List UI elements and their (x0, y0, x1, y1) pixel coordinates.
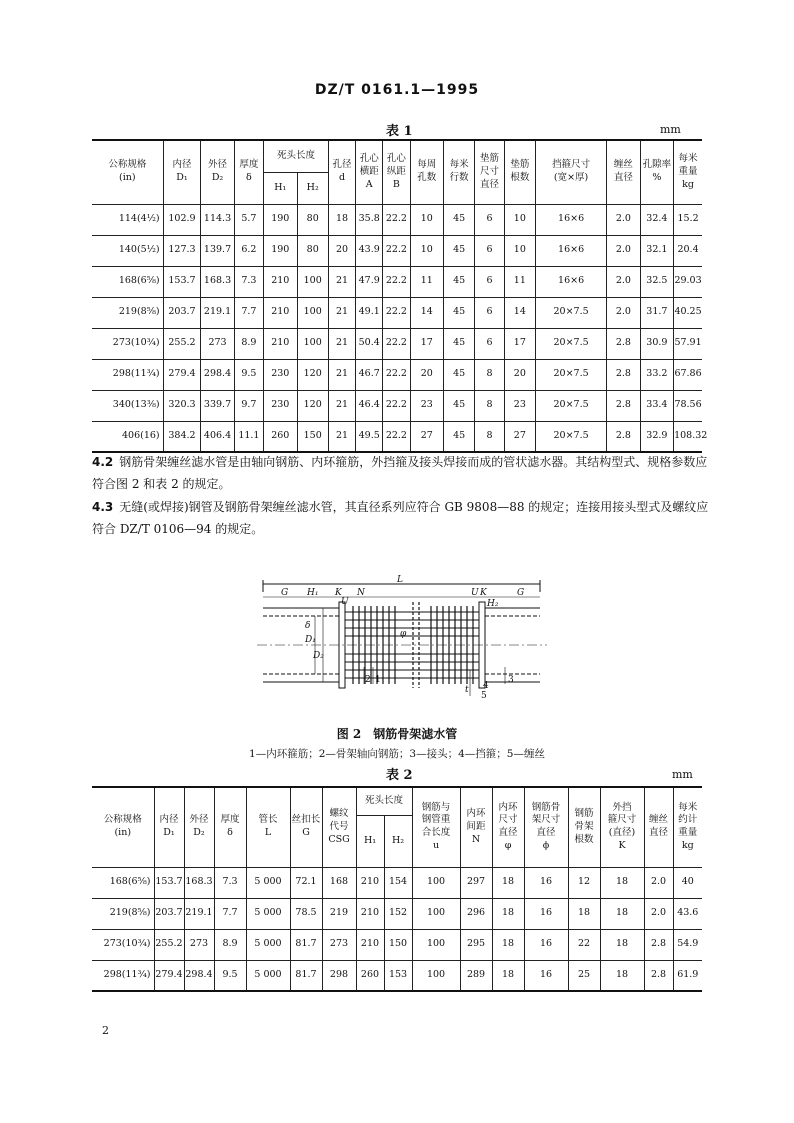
table1-row (92, 421, 702, 452)
table1-cell: 78.56 (674, 390, 702, 421)
table1-cell: 102.9 (163, 204, 201, 235)
table1-cell: 139.7 (201, 235, 234, 266)
table1-cell: 339.7 (201, 390, 234, 421)
table1 (92, 139, 708, 453)
table1-cell: 6 (475, 297, 504, 328)
table1-cell: 273(10¾) (92, 328, 163, 359)
t2-h-wire: 缠丝 直径 (644, 787, 673, 867)
table2-cell: 78.5 (290, 898, 322, 929)
table2-row (92, 898, 702, 929)
table1-cell: 11 (504, 266, 535, 297)
table1-cell: 20 (410, 359, 443, 390)
table1-cell: 20×7.5 (536, 359, 607, 390)
table1-cell: 230 (264, 390, 297, 421)
fig2-label-H2: H₂ (487, 599, 499, 609)
table1-cell: 22.2 (383, 204, 410, 235)
table2-cell: 296 (460, 898, 492, 929)
table1-cell: 168.3 (201, 266, 234, 297)
table2-cell: 16 (524, 867, 568, 898)
fig2-label-4: 4 (483, 681, 489, 691)
table1-cell: 17 (504, 328, 535, 359)
t1-h-spec: 公称规格 (in) (92, 140, 163, 204)
table1-cell: 21 (328, 390, 355, 421)
table1-cell: 49.5 (356, 421, 383, 452)
table2-cell: 22 (568, 929, 600, 960)
table1-unit: mm (660, 123, 681, 136)
t1-h-hole: 孔径 d (328, 140, 355, 204)
table1-cell: 11 (410, 266, 443, 297)
table1-cell: 14 (504, 297, 535, 328)
table1-cell: 127.3 (163, 235, 201, 266)
table1-cell: 140(5½) (92, 235, 163, 266)
table1-cell: 406.4 (201, 421, 234, 452)
table2-cell: 43.6 (673, 898, 702, 929)
table1-cell: 16×6 (536, 235, 607, 266)
table1-cell: 21 (328, 266, 355, 297)
table1-cell: 27 (504, 421, 535, 452)
table1-cell: 67.86 (674, 359, 702, 390)
table1-cell: 16×6 (536, 266, 607, 297)
table2-cell: 100 (412, 929, 460, 960)
table1-cell: 27 (410, 421, 443, 452)
table2-cell: 7.3 (214, 867, 246, 898)
fig2-label-D1: D₁ (305, 635, 316, 645)
standard-number: DZ/T 0161.1—1995 (314, 82, 480, 98)
table2-row (92, 867, 702, 898)
fig2-label-5: 5 (481, 691, 487, 701)
table1-cell: 114(4½) (92, 204, 163, 235)
table2-cell: 203.7 (154, 898, 184, 929)
t1-h-h1: H₁ (264, 172, 297, 204)
fig2-label-D2: D₂ (313, 651, 324, 661)
table1-cell: 219(8⅝) (92, 297, 163, 328)
table1-cell: 108.32 (674, 421, 702, 452)
table1-cell: 10 (504, 204, 535, 235)
table1-cell: 219.1 (201, 297, 234, 328)
table1-cell: 9.5 (234, 359, 263, 390)
table1-cell: 190 (264, 204, 297, 235)
table2-cell: 100 (412, 960, 460, 991)
table1-cell: 33.2 (640, 359, 673, 390)
table1-cell: 298(11¾) (92, 359, 163, 390)
table1-cell: 8 (475, 359, 504, 390)
table2-cell: 16 (524, 898, 568, 929)
table1-cell: 8 (475, 421, 504, 452)
table1-cell: 30.9 (640, 328, 673, 359)
table2-cell: 12 (568, 867, 600, 898)
table2-cell: 150 (384, 929, 412, 960)
table1-cell: 45 (443, 421, 474, 452)
t2-h-h1: H₁ (356, 815, 384, 867)
table1-cell: 16×6 (536, 204, 607, 235)
table2-cell: 100 (412, 867, 460, 898)
t2-h-weight: 每米 约计 重量 kg (673, 787, 702, 867)
t1-h-porosity: 孔隙率 % (640, 140, 673, 204)
table1-cell: 33.4 (640, 390, 673, 421)
t2-h-len: 管长 L (246, 787, 290, 867)
table1-cell: 45 (443, 204, 474, 235)
table1-cell: 2.8 (607, 328, 640, 359)
table2-cell: 40 (673, 867, 702, 898)
table1-cell: 11.1 (234, 421, 263, 452)
fig2-label-G-left: G (281, 588, 289, 598)
table1-cell: 190 (264, 235, 297, 266)
table1-cell: 22.2 (383, 235, 410, 266)
table1-cell: 230 (264, 359, 297, 390)
t1-h-vspace: 孔心 纵距 B (383, 140, 410, 204)
table1-cell: 210 (264, 297, 297, 328)
table1-cell: 20×7.5 (536, 390, 607, 421)
table1-cell: 23 (410, 390, 443, 421)
table2-unit: mm (672, 768, 693, 781)
table2-cell: 152 (384, 898, 412, 929)
fig2-label-U-right: U (471, 588, 479, 598)
table2-cell: 16 (524, 929, 568, 960)
table1-cell: 22.2 (383, 390, 410, 421)
table2-cell: 18 (600, 929, 644, 960)
t2-h-guard-dia: 外挡 箍尺寸 (直径) K (600, 787, 644, 867)
table2-cell: 219(8⅝) (92, 898, 154, 929)
table2-cell: 54.9 (673, 929, 702, 960)
table2-cell: 210 (356, 867, 384, 898)
table2-row (92, 960, 702, 991)
table1-cell: 21 (328, 359, 355, 390)
table1-cell: 120 (297, 390, 328, 421)
table1-row (92, 390, 702, 421)
table1-cell: 7.7 (234, 297, 263, 328)
table1-cell: 8.9 (234, 328, 263, 359)
table2-cell: 279.4 (154, 960, 184, 991)
table1-cell: 406(16) (92, 421, 163, 452)
table1-cell: 8 (475, 390, 504, 421)
table1-cell: 20 (328, 235, 355, 266)
t2-h-bar-dia: 钢筋骨 架尺寸 直径 ϕ (524, 787, 568, 867)
fig2-label-delta: δ (305, 621, 311, 631)
table2-cell: 5 000 (246, 960, 290, 991)
table2-cell: 255.2 (154, 929, 184, 960)
table2-cell: 2.8 (644, 929, 673, 960)
table1-row (92, 297, 702, 328)
table2-cell: 18 (600, 960, 644, 991)
table2-cell: 18 (492, 929, 524, 960)
fig2-label-t: t (465, 685, 469, 695)
t1-h-pad-dia: 垫筋 尺寸 直径 (475, 140, 504, 204)
table2-cell: 298.4 (184, 960, 214, 991)
fig2-label-U-left: U (341, 597, 349, 607)
table1-cell: 5.7 (234, 204, 263, 235)
table1-cell: 45 (443, 359, 474, 390)
table1-cell: 100 (297, 297, 328, 328)
clause-4-2-text: 钢筋骨架缠丝滤水管是由轴向钢筋、内环箍筋，外挡箍及接头焊接而成的管状滤水器。其结构型式、规格参数应符合图 2 和表 2 的规定。 (92, 455, 708, 491)
table1-cell: 21 (328, 328, 355, 359)
table1-cell: 32.5 (640, 266, 673, 297)
page-number: 2 (102, 1024, 109, 1037)
table1-cell: 50.4 (356, 328, 383, 359)
table1-cell: 46.4 (356, 390, 383, 421)
table2 (92, 786, 702, 992)
table1-cell: 6 (475, 328, 504, 359)
fig2-label-G-right: G (517, 588, 525, 598)
table1-cell: 153.7 (163, 266, 201, 297)
table1-cell: 10 (410, 204, 443, 235)
table2-cell: 273 (184, 929, 214, 960)
table2-cell: 260 (356, 960, 384, 991)
t1-h-od: 外径 D₂ (201, 140, 234, 204)
table2-cell: 2.0 (644, 898, 673, 929)
table1-cell: 6 (475, 204, 504, 235)
table1-cell: 45 (443, 266, 474, 297)
table1-cell: 22.2 (383, 421, 410, 452)
table1-cell: 17 (410, 328, 443, 359)
table1-cell: 320.3 (163, 390, 201, 421)
t2-h-dead: 死头长度 (356, 787, 412, 815)
table1-cell: 100 (297, 266, 328, 297)
table2-cell: 25 (568, 960, 600, 991)
table1-cell: 20×7.5 (536, 421, 607, 452)
table1-row (92, 235, 702, 266)
table1-cell: 9.7 (234, 390, 263, 421)
table2-cell: 61.9 (673, 960, 702, 991)
table1-cell: 2.8 (607, 390, 640, 421)
table1-row (92, 359, 702, 390)
table2-cell: 8.9 (214, 929, 246, 960)
table1-cell: 46.7 (356, 359, 383, 390)
table1-cell: 7.3 (234, 266, 263, 297)
t2-h-thread-len: 丝扣长 G (290, 787, 322, 867)
fig2-label-N: N (357, 588, 365, 598)
table1-cell: 2.8 (607, 359, 640, 390)
table2-cell: 18 (492, 867, 524, 898)
table2-cell: 219.1 (184, 898, 214, 929)
fig2-label-1: 1 (375, 675, 381, 685)
table2-cell: 18 (492, 898, 524, 929)
table2-cell: 100 (412, 898, 460, 929)
table1-cell: 45 (443, 235, 474, 266)
table1-cell: 2.0 (607, 266, 640, 297)
table2-cell: 18 (600, 898, 644, 929)
table1-cell: 2.0 (607, 297, 640, 328)
table2-cell: 153.7 (154, 867, 184, 898)
table2-caption: 表 2 (386, 768, 413, 783)
table1-cell: 20×7.5 (536, 297, 607, 328)
table1-cell: 35.8 (356, 204, 383, 235)
table1-cell: 22.2 (383, 359, 410, 390)
table2-cell: 297 (460, 867, 492, 898)
table1-cell: 57.91 (674, 328, 702, 359)
table2-cell: 295 (460, 929, 492, 960)
table1-cell: 279.4 (163, 359, 201, 390)
table1-cell: 114.3 (201, 204, 234, 235)
fig2-label-H1: H₁ (307, 588, 319, 598)
clause-4-3 (92, 496, 712, 540)
fig2-label-phi: φ (400, 629, 407, 639)
table1-cell: 2.8 (607, 421, 640, 452)
table1-cell: 203.7 (163, 297, 201, 328)
t2-h-thread-code: 螺纹 代号 CSG (322, 787, 356, 867)
clause-4-2 (92, 451, 712, 495)
table1-cell: 340(13⅜) (92, 390, 163, 421)
figure2-caption: 图 2 钢筋骨架滤水管 (336, 727, 458, 741)
fig2-label-3: 3 (508, 675, 514, 685)
table1-cell: 80 (297, 204, 328, 235)
table2-cell: 153 (384, 960, 412, 991)
t2-h-od: 外径 D₂ (184, 787, 214, 867)
table1-cell: 47.9 (356, 266, 383, 297)
t1-h-thick: 厚度 δ (234, 140, 263, 204)
table1-cell: 150 (297, 421, 328, 452)
table1-cell: 6 (475, 235, 504, 266)
table1-row (92, 266, 702, 297)
figure2-drawing (255, 572, 550, 702)
table1-cell: 45 (443, 390, 474, 421)
t1-h-per-meter: 每米 行数 (443, 140, 474, 204)
table1-cell: 210 (264, 266, 297, 297)
table1-cell: 273 (201, 328, 234, 359)
table1-cell: 168(6⅝) (92, 266, 163, 297)
table1-cell: 100 (297, 328, 328, 359)
table1-cell: 32.1 (640, 235, 673, 266)
t1-h-dead: 死头长度 (264, 140, 329, 172)
table2-cell: 16 (524, 960, 568, 991)
table1-cell: 10 (410, 235, 443, 266)
table2-cell: 18 (492, 960, 524, 991)
table1-cell: 21 (328, 421, 355, 452)
table1-cell: 22.2 (383, 328, 410, 359)
table2-cell: 2.0 (644, 867, 673, 898)
table1-cell: 22.2 (383, 266, 410, 297)
clause-4-3-text: 无缝(或焊接)钢管及钢筋骨架缠丝滤水管，其直径系列应符合 GB 9808—88 的规定；连接用接头型式及螺纹应符合 DZ/T 0106—94 的规定。 (92, 500, 709, 536)
table2-cell: 210 (356, 898, 384, 929)
table2-cell: 154 (384, 867, 412, 898)
table1-cell: 298.4 (201, 359, 234, 390)
table2-cell: 5 000 (246, 929, 290, 960)
table2-cell: 273 (322, 929, 356, 960)
t2-h-id: 内径 D₁ (154, 787, 184, 867)
table2-cell: 72.1 (290, 867, 322, 898)
t1-h-pad-count: 垫筋 根数 (504, 140, 535, 204)
table1-cell: 22.2 (383, 297, 410, 328)
fig2-label-2: 2 (365, 675, 371, 685)
table1-cell: 20 (504, 359, 535, 390)
t2-h-thick: 厚度 δ (214, 787, 246, 867)
table1-row (92, 204, 702, 235)
fig2-label-K-right: K (480, 588, 487, 598)
t2-h-h2: H₂ (384, 815, 412, 867)
t1-h-guard: 挡箍尺寸 (宽×厚) (536, 140, 607, 204)
table2-cell: 81.7 (290, 929, 322, 960)
table1-cell: 21 (328, 297, 355, 328)
table2-cell: 7.7 (214, 898, 246, 929)
t2-h-bar-count: 钢筋 骨架 根数 (568, 787, 600, 867)
table1-cell: 40.25 (674, 297, 702, 328)
table2-cell: 289 (460, 960, 492, 991)
table2-cell: 219 (322, 898, 356, 929)
table2-row (92, 929, 702, 960)
figure2-legend: 1—内环箍筋；2—骨架轴向钢筋；3—接头；4—挡箍；5—缠丝 (249, 748, 545, 760)
t2-h-overlap: 钢筋与 钢管重 合长度 u (412, 787, 460, 867)
table1-cell: 20.4 (674, 235, 702, 266)
table1-cell: 49.1 (356, 297, 383, 328)
table1-row (92, 328, 702, 359)
table1-cell: 255.2 (163, 328, 201, 359)
fig2-label-L: L (397, 575, 403, 585)
table1-cell: 6 (475, 266, 504, 297)
table2-cell: 5 000 (246, 898, 290, 929)
t2-h-ring-dia: 内环 尺寸 直径 φ (492, 787, 524, 867)
t1-h-wire: 缠丝 直径 (607, 140, 640, 204)
table1-cell: 20×7.5 (536, 328, 607, 359)
table2-cell: 9.5 (214, 960, 246, 991)
table2-cell: 168(6⅝) (92, 867, 154, 898)
table2-cell: 18 (568, 898, 600, 929)
fig2-label-K-left: K (335, 588, 342, 598)
table1-cell: 43.9 (356, 235, 383, 266)
table1-caption: 表 1 (386, 124, 413, 139)
table1-cell: 15.2 (674, 204, 702, 235)
table2-cell: 2.8 (644, 960, 673, 991)
table1-cell: 120 (297, 359, 328, 390)
table2-cell: 168.3 (184, 867, 214, 898)
table1-cell: 10 (504, 235, 535, 266)
table2-cell: 81.7 (290, 960, 322, 991)
table2-cell: 5 000 (246, 867, 290, 898)
table1-cell: 23 (504, 390, 535, 421)
table2-cell: 298(11¾) (92, 960, 154, 991)
table1-cell: 45 (443, 328, 474, 359)
table1-cell: 45 (443, 297, 474, 328)
table2-cell: 210 (356, 929, 384, 960)
table1-cell: 32.9 (640, 421, 673, 452)
table1-cell: 29.03 (674, 266, 702, 297)
table1-cell: 31.7 (640, 297, 673, 328)
table1-cell: 6.2 (234, 235, 263, 266)
t1-h-weight: 每米 重量 kg (674, 140, 702, 204)
clause-4-3-number: 4.3 (92, 500, 114, 514)
table2-cell: 298 (322, 960, 356, 991)
table1-cell: 18 (328, 204, 355, 235)
table2-cell: 18 (600, 867, 644, 898)
table1-cell: 260 (264, 421, 297, 452)
t1-h-hspace: 孔心 横距 A (356, 140, 383, 204)
table1-cell: 80 (297, 235, 328, 266)
t1-h-per-circle: 每周 孔数 (410, 140, 443, 204)
t2-h-ring-space: 内环 间距 N (460, 787, 492, 867)
t1-h-h2: H₂ (297, 172, 328, 204)
table2-cell: 168 (322, 867, 356, 898)
table1-cell: 14 (410, 297, 443, 328)
table1-cell: 210 (264, 328, 297, 359)
table1-cell: 2.0 (607, 204, 640, 235)
t2-h-spec: 公称规格 (in) (92, 787, 154, 867)
clause-4-2-number: 4.2 (92, 455, 114, 469)
table1-cell: 384.2 (163, 421, 201, 452)
t1-h-id: 内径 D₁ (163, 140, 201, 204)
table1-cell: 2.0 (607, 235, 640, 266)
table1-cell: 32.4 (640, 204, 673, 235)
table2-cell: 273(10¾) (92, 929, 154, 960)
